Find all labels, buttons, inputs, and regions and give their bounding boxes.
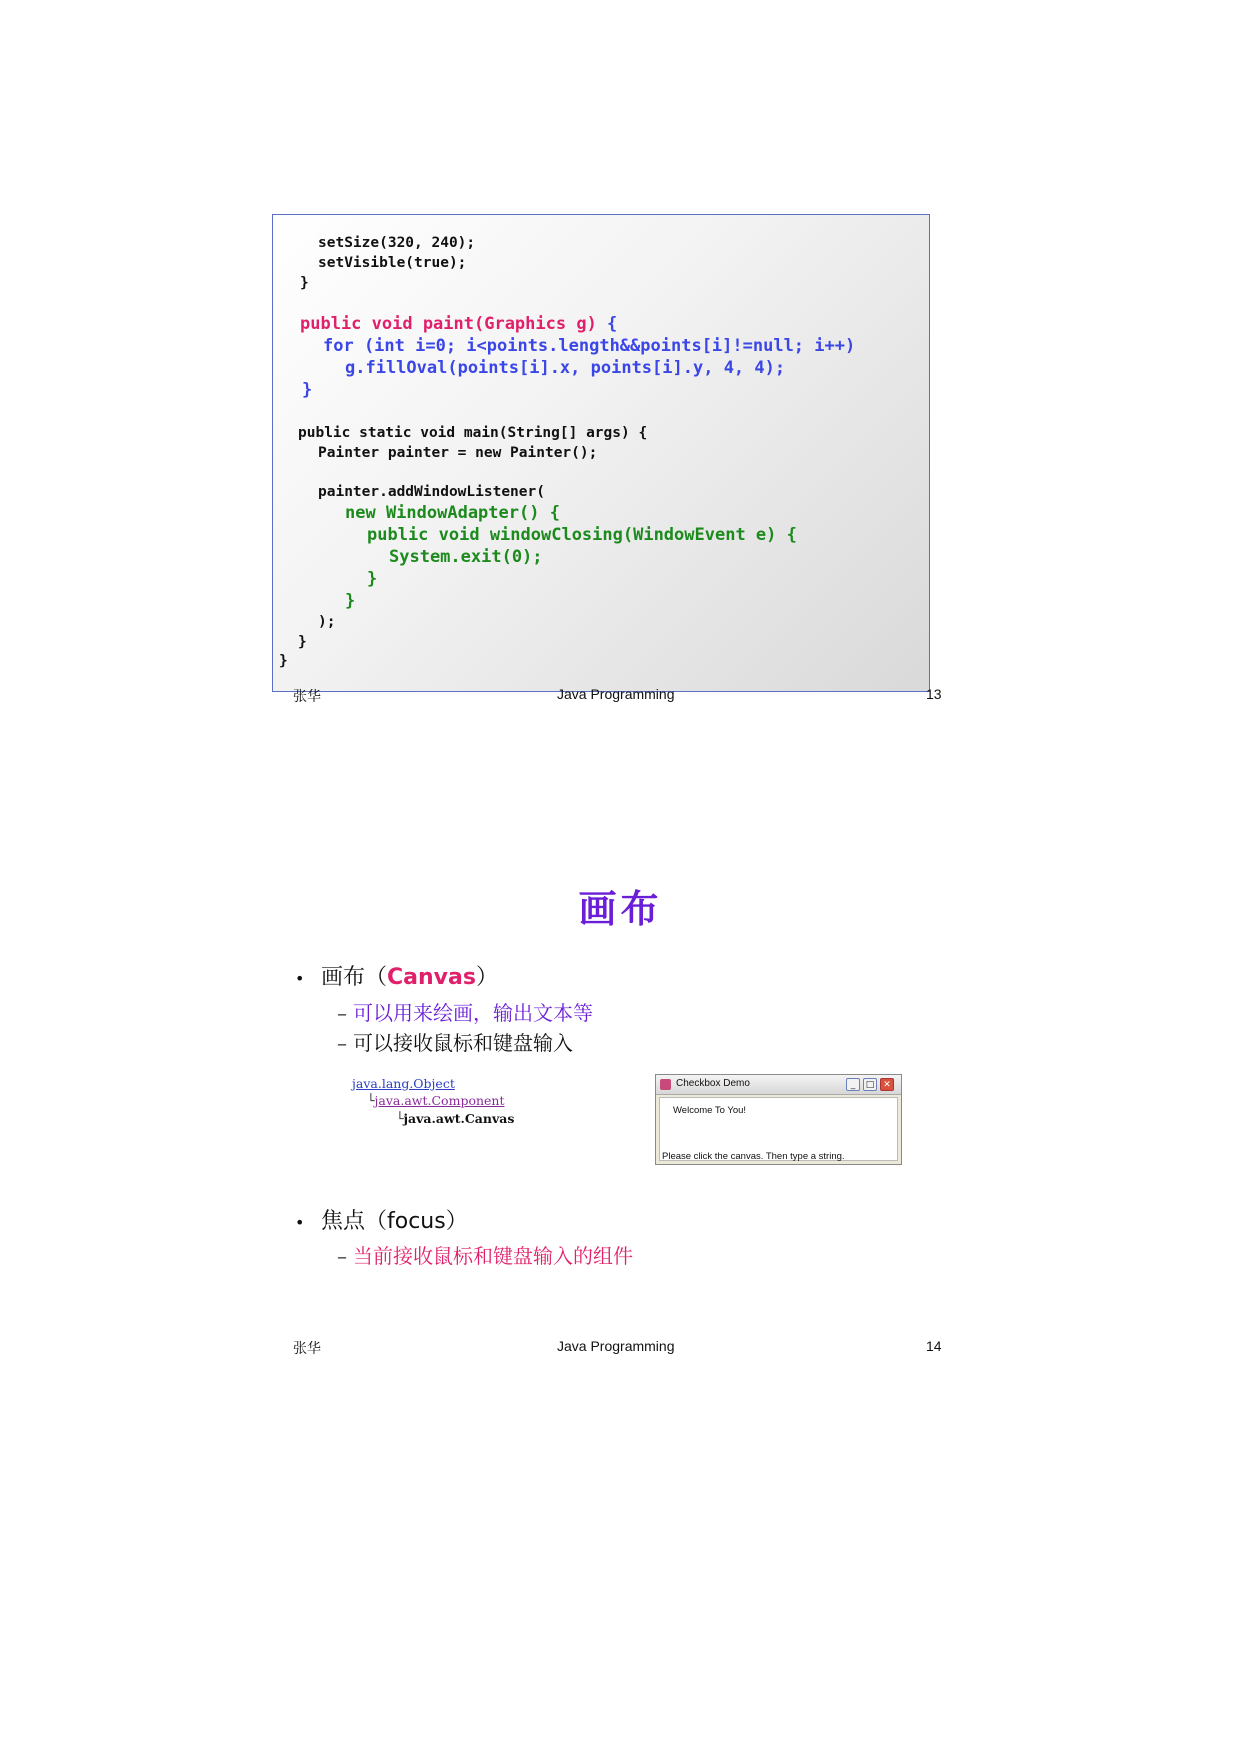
slide-title: 画布 — [578, 886, 663, 931]
code-line: ); — [318, 614, 336, 630]
code-line: setVisible(true); — [318, 255, 467, 271]
link-java-lang-object[interactable]: java.lang.Object — [352, 1076, 455, 1091]
code-line: } — [367, 569, 378, 589]
code-brace: { — [596, 314, 618, 334]
sub-bullet-text: 可以接收鼠标和键盘输入 — [353, 1031, 573, 1055]
hierarchy-canvas — [396, 1111, 514, 1126]
sub-bullet — [337, 997, 593, 1026]
dash-marker: – — [337, 1031, 347, 1055]
bullet-dot: • — [295, 1213, 305, 1232]
code-line: System.exit(0); — [389, 547, 543, 567]
bullet-dot: • — [295, 969, 305, 988]
bullet-label: 画布（ — [321, 965, 388, 990]
code-line: setSize(320, 240); — [318, 235, 476, 251]
app-icon — [660, 1079, 671, 1090]
bullet-label: 焦点（focus） — [321, 1209, 468, 1234]
bullet-accent: Canvas — [387, 965, 476, 990]
welcome-text: Welcome To You! — [673, 1105, 747, 1116]
hierarchy-object — [352, 1076, 455, 1091]
window-title: Checkbox Demo — [676, 1078, 750, 1089]
status-text: Please click the canvas. Then type a string. — [662, 1151, 845, 1162]
footer-page-number: 13 — [926, 686, 942, 702]
sub-bullet-text: 可以用来绘画，输出文本等 — [353, 1001, 593, 1025]
footer-author: 张华 — [293, 1340, 321, 1356]
code-line: } — [298, 634, 307, 650]
footer-author: 张华 — [293, 688, 321, 704]
code-line: } — [302, 380, 313, 400]
bullet-canvas — [295, 960, 498, 991]
dash-marker: – — [337, 1001, 347, 1025]
code-line: Painter painter = new Painter(); — [318, 445, 598, 461]
window-titlebar[interactable] — [656, 1075, 901, 1095]
footer-course: Java Programming — [557, 1338, 675, 1354]
code-paint-signature: public void paint(Graphics g) — [300, 314, 597, 334]
tree-branch-icon: └ — [396, 1111, 404, 1126]
hierarchy-component — [367, 1093, 505, 1108]
sub-bullet — [337, 1240, 633, 1269]
code-line-paint — [300, 314, 617, 334]
sub-bullet-text: 当前接收鼠标和键盘输入的组件 — [353, 1244, 633, 1268]
code-line-main: public static void main(String[] args) { — [298, 425, 648, 441]
minimize-icon[interactable]: _ — [846, 1078, 860, 1091]
footer-page-number: 14 — [926, 1338, 942, 1354]
canvas-area[interactable] — [659, 1097, 898, 1161]
code-line: } — [279, 653, 288, 669]
code-line: } — [345, 591, 356, 611]
code-line-for: for (int i=0; i<points.length&&points[i]!=null; i++) — [323, 336, 856, 356]
code-line: painter.addWindowListener( — [318, 484, 545, 500]
footer-course: Java Programming — [557, 686, 675, 702]
maximize-icon[interactable]: □ — [863, 1078, 877, 1091]
link-java-awt-component[interactable]: java.awt.Component — [374, 1093, 505, 1108]
code-line: } — [300, 275, 309, 291]
code-line-filloval: g.fillOval(points[i].x, points[i].y, 4, 4); — [345, 358, 786, 378]
current-class: java.awt.Canvas — [403, 1111, 515, 1126]
dash-marker: – — [337, 1244, 347, 1268]
sub-bullet — [337, 1027, 573, 1056]
tree-branch-icon: └ — [367, 1093, 375, 1108]
code-line: new WindowAdapter() { — [345, 503, 560, 523]
code-line: public void windowClosing(WindowEvent e) { — [367, 525, 797, 545]
checkbox-demo-window — [655, 1074, 902, 1165]
close-icon[interactable]: ✕ — [880, 1078, 894, 1091]
bullet-focus — [295, 1204, 468, 1235]
bullet-paren: ） — [475, 965, 498, 990]
